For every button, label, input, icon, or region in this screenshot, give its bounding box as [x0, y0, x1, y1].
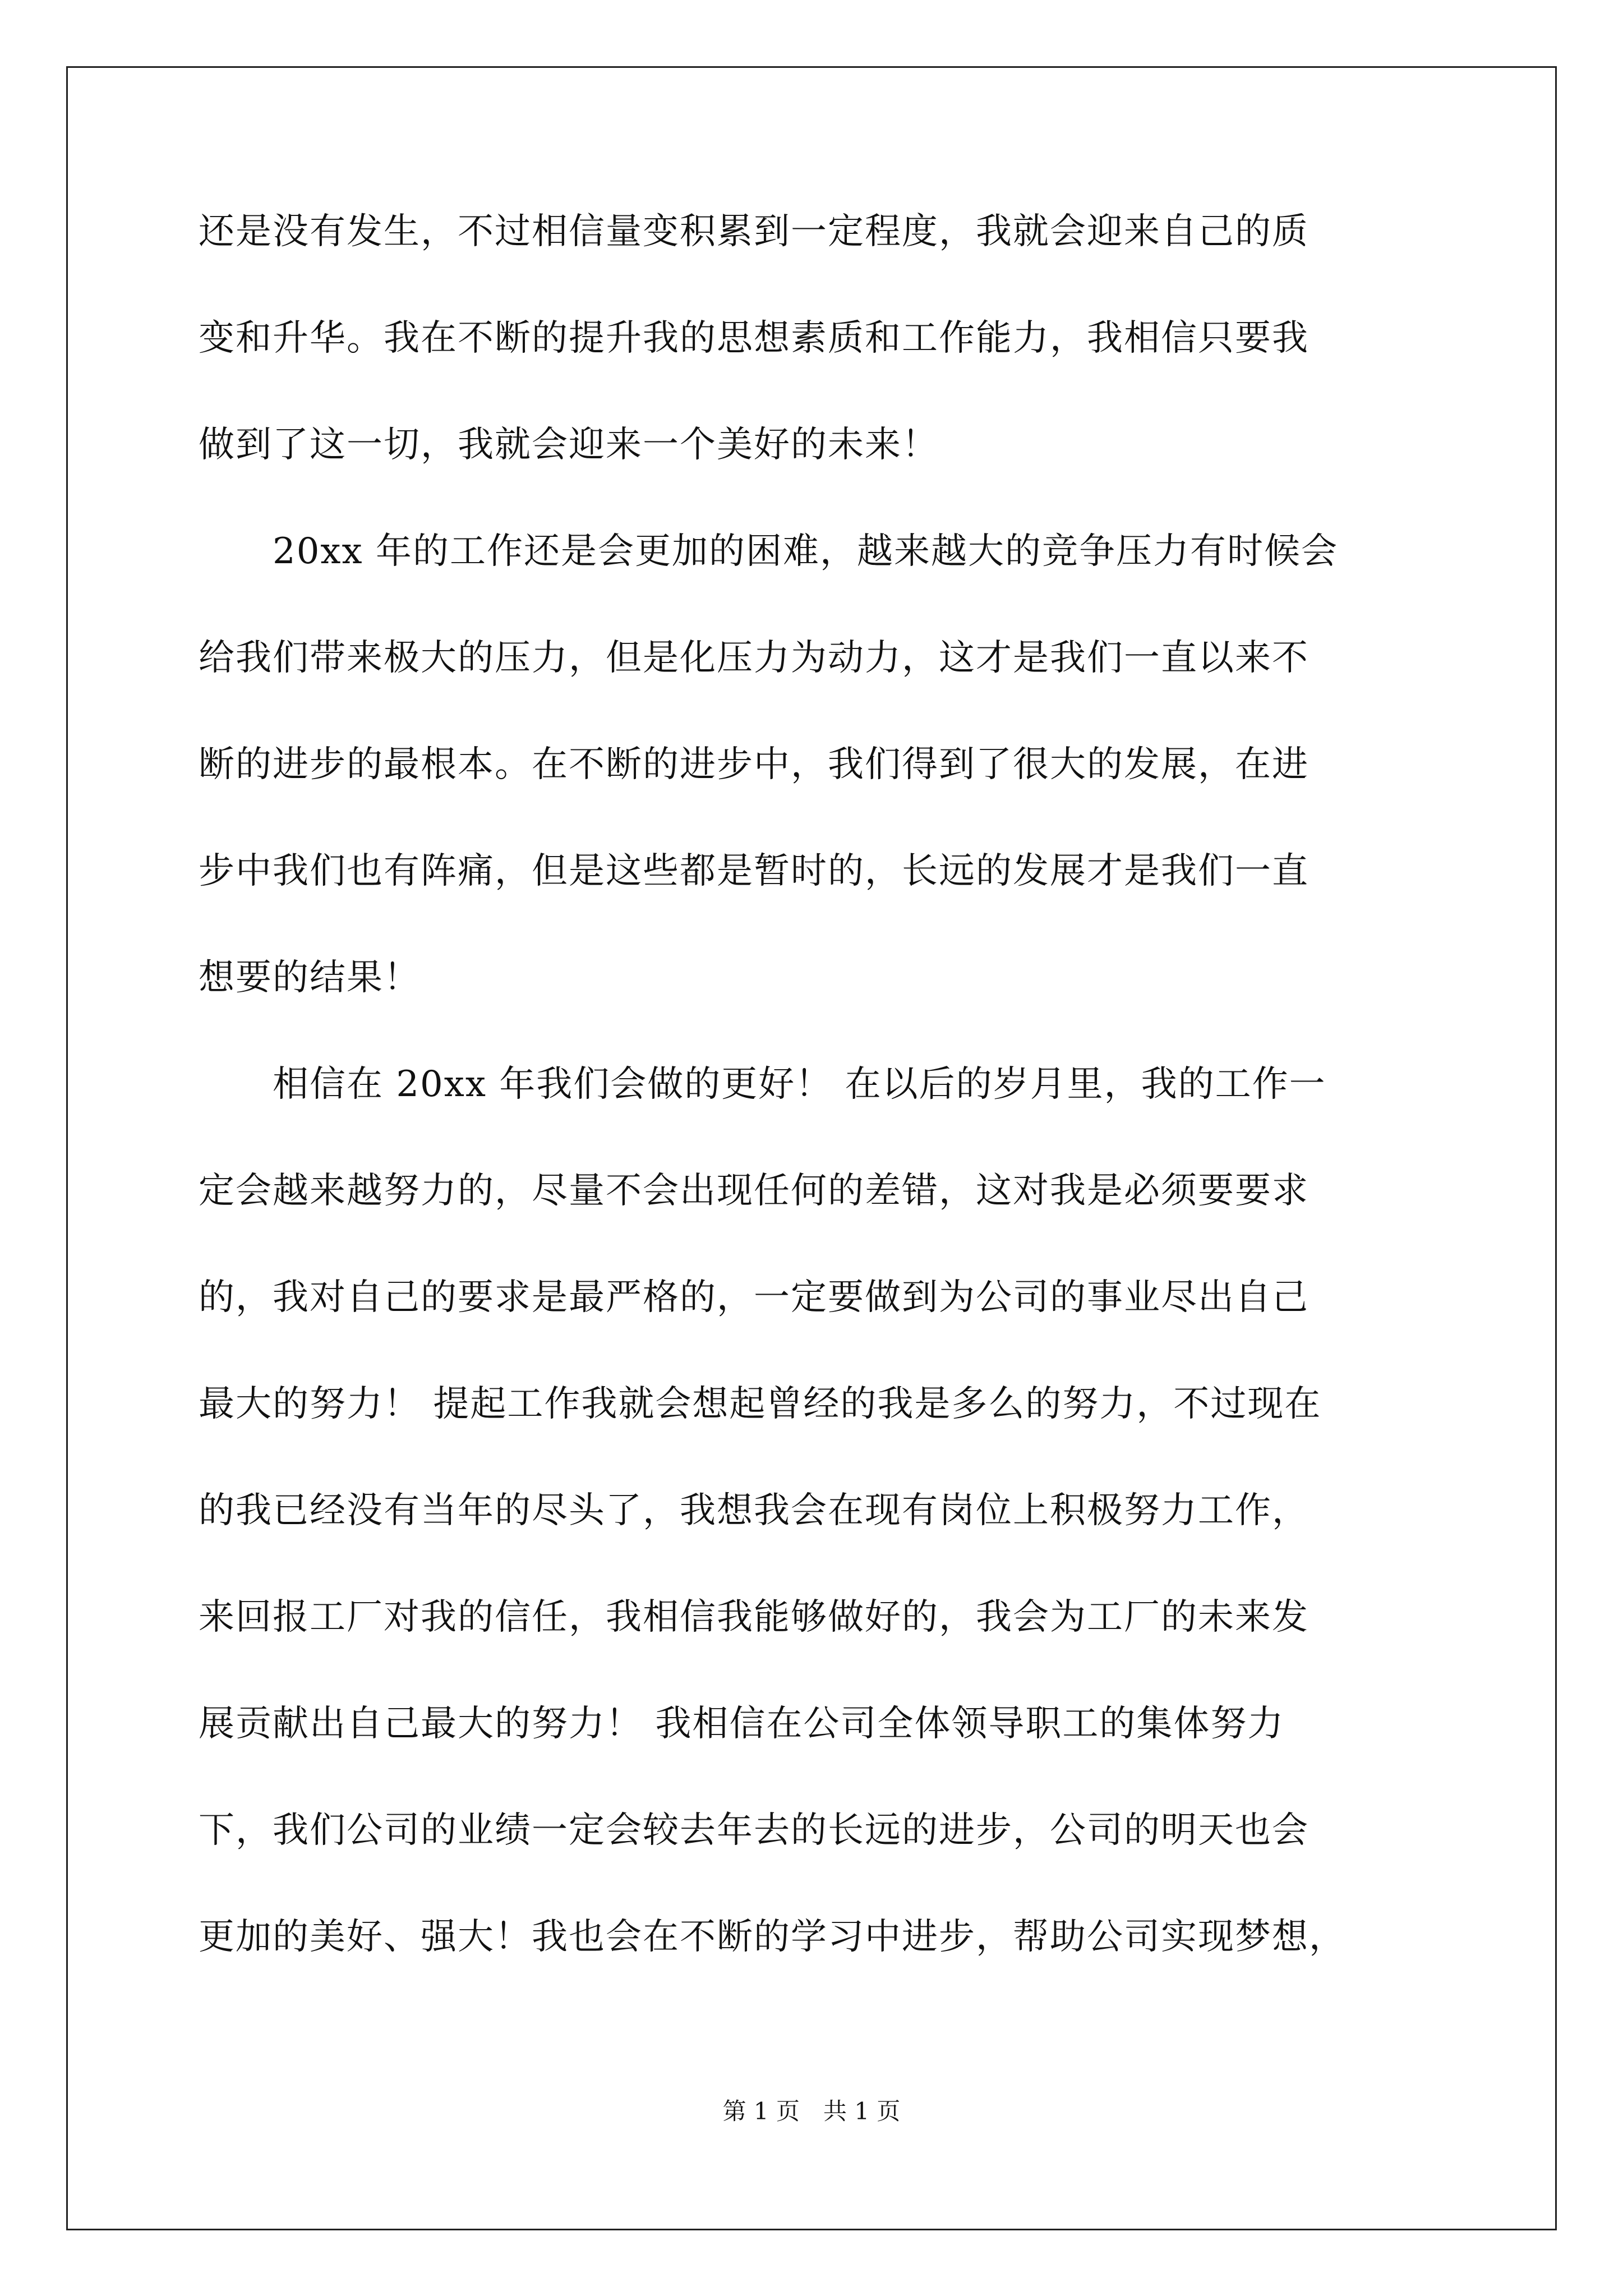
body-line-15: 展贡献出自己最大的努力！ 我相信在公司全体领导职工的集体努力 [199, 1703, 1285, 1745]
body-line-9: 相信在 20xx 年我们会做的更好！ 在以后的岁月里，我的工作一 [199, 1064, 1326, 1105]
body-line-2: 变和升华。我在不断的提升我的思想素质和工作能力，我相信只要我 [199, 318, 1309, 359]
body-line-11: 的，我对自己的要求是最严格的，一定要做到为公司的事业尽出自己 [199, 1277, 1309, 1318]
body-line-5: 给我们带来极大的压力，但是化压力为动力，这才是我们一直以来不 [199, 637, 1309, 679]
document-body [199, 211, 1432, 2026]
body-line-4: 20xx 年的工作还是会更加的困难，越来越大的竞争压力有时候会 [199, 531, 1338, 572]
body-line-10: 定会越来越努力的，尽量不会出现任何的差错，这对我是必须要要求 [199, 1170, 1309, 1212]
body-line-6: 断的进步的最根本。在不断的进步中，我们得到了很大的发展，在进 [199, 744, 1309, 785]
body-line-14: 来回报工厂对我的信任，我相信我能够做好的，我会为工厂的未来发 [199, 1596, 1309, 1638]
body-line-17: 更加的美好、强大！我也会在不断的学习中进步，帮助公司实现梦想， [199, 1916, 1346, 1958]
page-number-footer: 第 1 页 共 1 页 [722, 2097, 901, 2125]
body-line-1: 还是没有发生，不过相信量变积累到一定程度，我就会迎来自己的质 [199, 211, 1309, 252]
body-line-13: 的我已经没有当年的尽头了，我想我会在现有岗位上积极努力工作， [199, 1490, 1309, 1531]
body-line-16: 下，我们公司的业绩一定会较去年去的长远的进步，公司的明天也会 [199, 1810, 1309, 1851]
body-line-7: 步中我们也有阵痛，但是这些都是暂时的，长远的发展才是我们一直 [199, 850, 1309, 892]
body-line-3: 做到了这一切，我就会迎来一个美好的未来！ [199, 424, 939, 466]
body-line-12: 最大的努力！ 提起工作我就会想起曾经的我是多么的努力，不过现在 [199, 1383, 1322, 1425]
body-line-8: 想要的结果！ [199, 957, 421, 999]
